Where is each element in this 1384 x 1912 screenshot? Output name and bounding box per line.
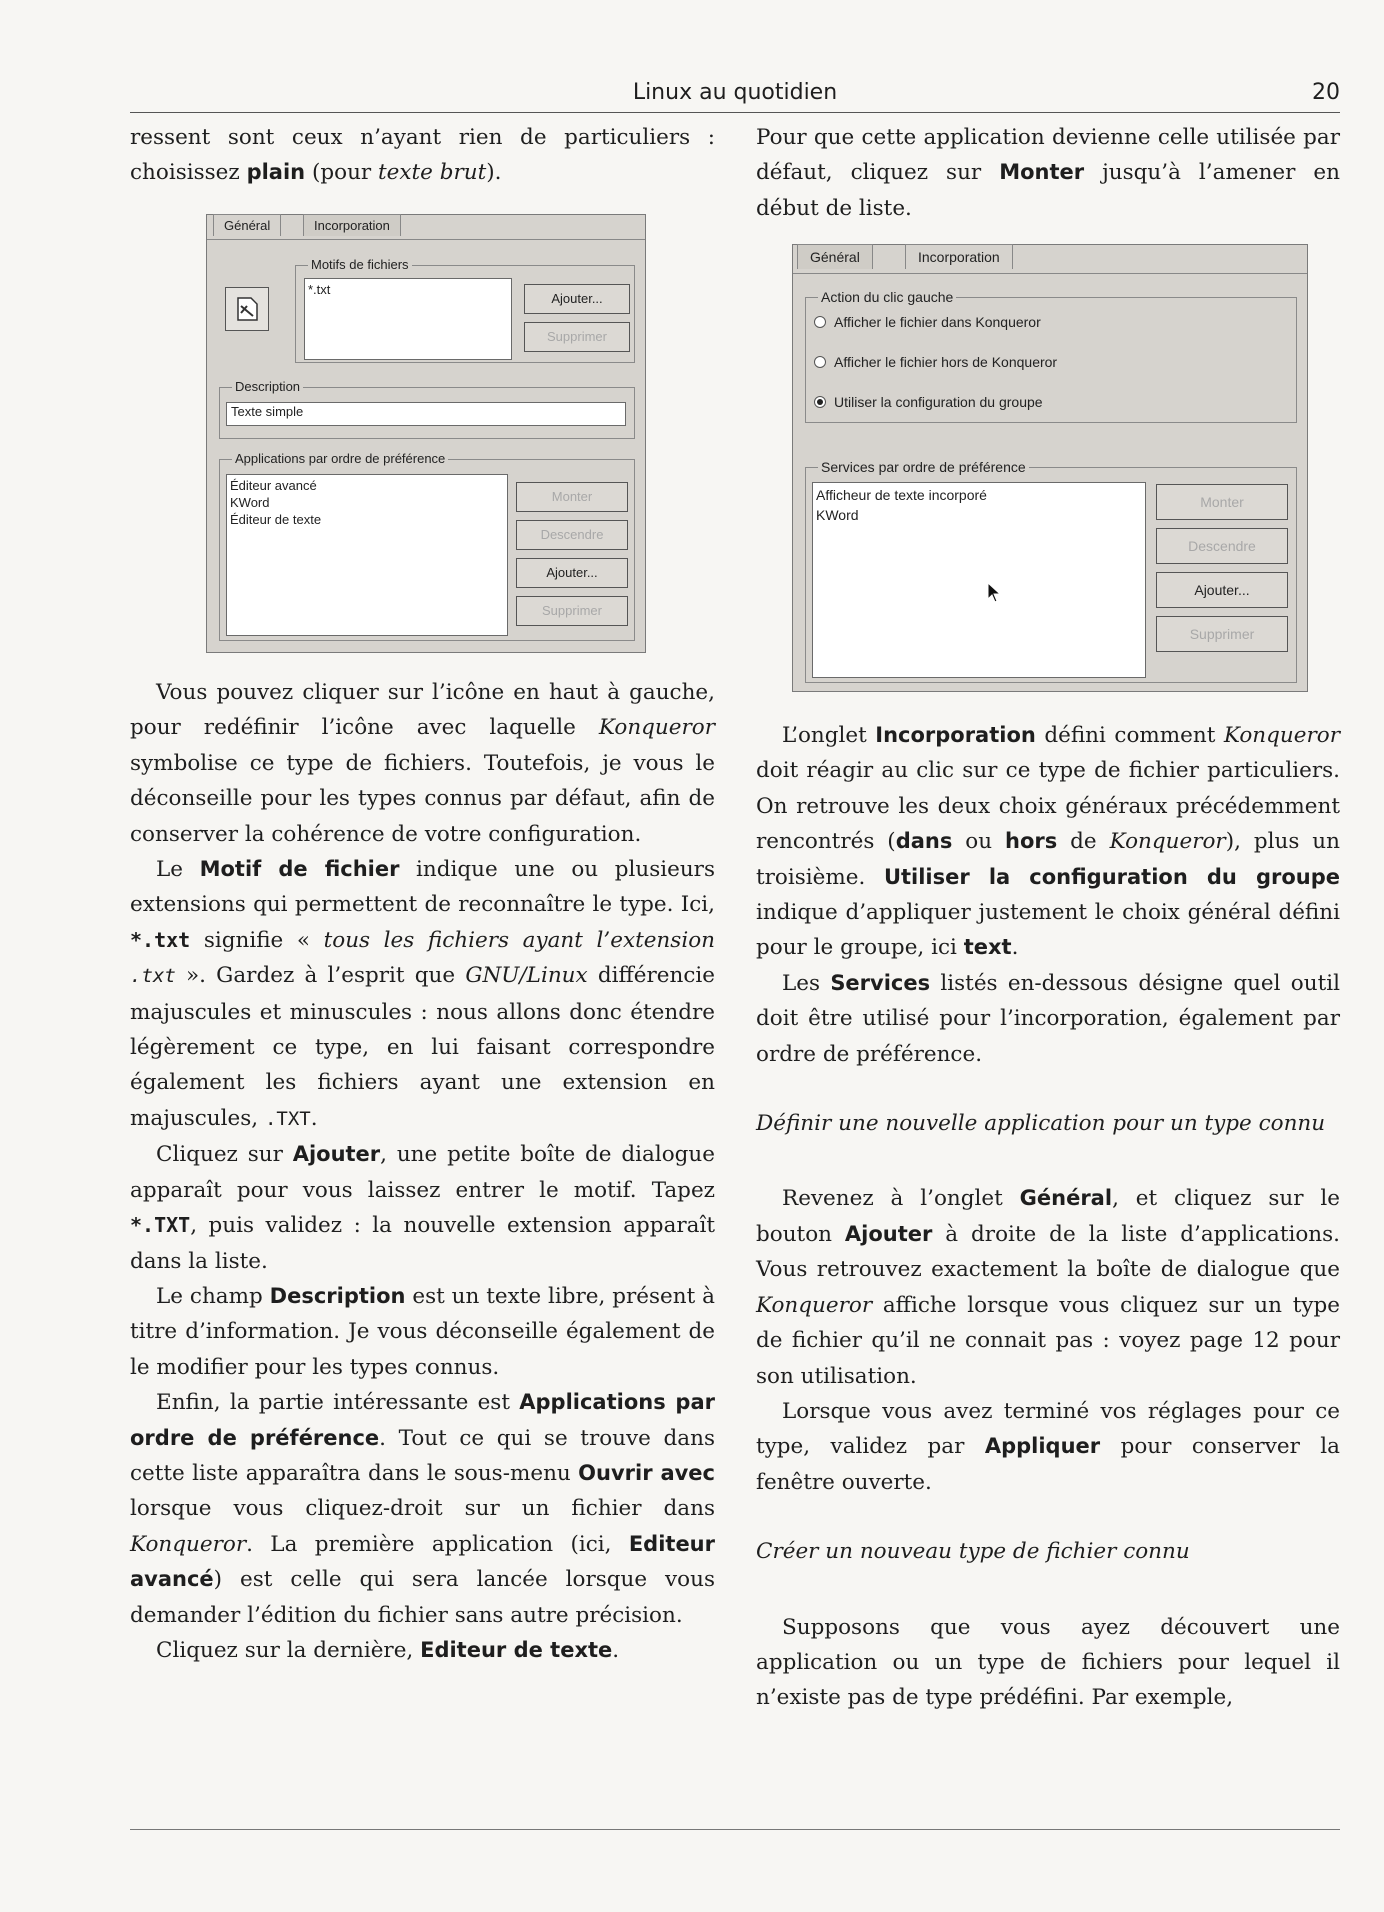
subsection-heading: Définir une nouvelle application pour un type connu <box>756 1111 1326 1137</box>
list-item[interactable]: KWord <box>230 495 270 510</box>
paragraph: Cliquez sur la dernière, Editeur de texte. <box>156 1637 620 1663</box>
file-patterns-title: Motifs de fichiers <box>308 257 412 272</box>
tab-general[interactable]: Général <box>213 214 281 236</box>
mouse-cursor-icon <box>986 582 1002 604</box>
paragraph: Lorsque vous avez terminé vos réglages pour ce type, validez par Appliquer pour conserver la fenêtre ouverte. <box>756 1398 1340 1495</box>
services-list[interactable] <box>812 482 1146 678</box>
tab-general[interactable]: Général <box>797 244 873 269</box>
radio-show-inside[interactable] <box>814 314 1041 330</box>
move-up-button[interactable]: Monter <box>1156 484 1288 520</box>
radio-label: Afficher le fichier hors de Konqueror <box>834 354 1058 370</box>
right-column-top <box>756 120 1340 226</box>
radio-icon <box>814 356 826 368</box>
file-type-icon-button[interactable] <box>225 287 269 331</box>
list-item[interactable]: Éditeur de texte <box>230 512 322 527</box>
paragraph: Vous pouvez cliquer sur l’icône en haut à gauche, pour redéfinir l’icône avec laquelle Konqueror symbolise ce type de fichiers. Toutefois, je vous le déconseille pour les types connus par défaut, afin de conserver la cohérence de votre configuration. <box>130 680 715 847</box>
description-group <box>219 379 635 439</box>
services-title: Services par ordre de préférence <box>818 459 1029 475</box>
list-item[interactable]: Éditeur avancé <box>230 478 317 493</box>
left-column-top <box>130 120 715 191</box>
add-application-button[interactable]: Ajouter... <box>516 558 628 588</box>
radio-label: Utiliser la configuration du groupe <box>834 394 1043 410</box>
pattern-item[interactable]: *.txt <box>308 282 331 297</box>
left-click-action-group <box>805 289 1297 423</box>
add-pattern-button[interactable]: Ajouter... <box>524 284 630 314</box>
paragraph: Les Services listés en-dessous désigne quel outil doit être utilisé pour l’incorporation, également par ordre de préférence. <box>756 970 1340 1067</box>
paragraph: L’onglet Incorporation défini comment Konqueror doit réagir au clic sur ce type de fichier particuliers. On retrouve les deux choix généraux précédemment rencontrés (dans ou hors de Konqueror), plus un troisième. Utiliser la configuration du groupe indique d’appliquer justement le choix général défini pour le groupe, ici text. <box>756 723 1341 961</box>
move-up-button[interactable]: Monter <box>516 482 628 512</box>
services-group <box>805 459 1297 683</box>
description-title: Description <box>232 379 303 394</box>
applications-title: Applications par ordre de préférence <box>232 451 448 466</box>
paragraph: Pour que cette application devienne celle utilisée par défaut, cliquez sur Monter jusqu’à l’amener en début de liste. <box>756 125 1340 221</box>
left-click-action-title: Action du clic gauche <box>818 289 956 305</box>
add-service-button[interactable]: Ajouter... <box>1156 572 1288 608</box>
description-field[interactable]: Texte simple <box>226 402 626 426</box>
paragraph: Revenez à l’onglet Général, et cliquez sur le bouton Ajouter à droite de la liste d’applications. Vous retrouvez exactement la boîte de dialogue que Konqueror affiche lorsque vous cliquez sur un type de fichier qu’il ne connait pas : voyez page 12 pour son utilisation. <box>756 1186 1340 1389</box>
running-header <box>130 80 1340 113</box>
applications-group <box>219 451 635 641</box>
tab-incorporation[interactable]: Incorporation <box>303 214 401 236</box>
file-patterns-list[interactable] <box>304 278 512 360</box>
move-down-button[interactable]: Descendre <box>516 520 628 550</box>
paragraph: Le champ Description est un texte libre, présent à titre d’information. Je vous déconseille également de le modifier pour les types connus. <box>130 1283 715 1380</box>
page-number: 20 <box>1312 80 1340 105</box>
subsection-heading: Créer un nouveau type de fichier connu <box>756 1539 1190 1565</box>
dialog-incorporation-screenshot <box>792 244 1308 692</box>
document-icon <box>233 295 261 323</box>
file-patterns-group <box>295 257 635 363</box>
remove-pattern-button[interactable]: Supprimer <box>524 322 630 352</box>
move-down-button[interactable]: Descendre <box>1156 528 1288 564</box>
right-column-body <box>756 718 1340 1716</box>
paragraph: Supposons que vous ayez découvert une application ou un type de fichiers pour lequel il n’existe pas de type prédéfini. Par exemple, <box>756 1614 1340 1711</box>
radio-selected-icon <box>814 396 826 408</box>
radio-use-group-config[interactable] <box>814 394 1043 410</box>
paragraph: Cliquez sur Ajouter, une petite boîte de dialogue apparaît pour vous laissez entrer le motif. Tapez *.TXT, puis validez : la nouvelle extension apparaît dans la liste. <box>130 1142 715 1274</box>
footer-rule <box>130 1829 1340 1830</box>
tab-incorporation[interactable]: Incorporation <box>905 244 1013 269</box>
radio-show-outside[interactable] <box>814 354 1057 370</box>
radio-icon <box>814 316 826 328</box>
dialog-general-screenshot <box>206 214 646 653</box>
header-title: Linux au quotidien <box>632 80 838 105</box>
remove-application-button[interactable]: Supprimer <box>516 596 628 626</box>
radio-label: Afficher le fichier dans Konqueror <box>834 314 1041 330</box>
applications-list[interactable] <box>226 474 508 636</box>
paragraph: ressent sont ceux n’ayant rien de particuliers : choisissez plain (pour texte brut). <box>130 125 715 186</box>
list-item[interactable]: Afficheur de texte incorporé <box>816 487 987 503</box>
paragraph: Le Motif de fichier indique une ou plusieurs extensions qui permettent de reconnaître le type. Ici, *.txt signifie « tous les fichiers ayant l’extension .txt ». Gardez à l’esprit que GNU/Linux différencie majuscules et minuscules : nous allons donc étendre légèrement ce type, en lui faisant correspondre également les fichiers ayant une extension en majuscules, .TXT. <box>130 857 715 1131</box>
remove-service-button[interactable]: Supprimer <box>1156 616 1288 652</box>
paragraph: Enfin, la partie intéressante est Applications par ordre de préférence. Tout ce qui se trouve dans cette liste apparaîtra dans le sous-menu Ouvrir avec lorsque vous cliquez-droit sur un fichier dans Konqueror. La première application (ici, Editeur avancé) est celle qui sera lancée lorsque vous demander l’édition du fichier sans autre précision. <box>130 1390 716 1628</box>
list-item[interactable]: KWord <box>816 507 859 523</box>
left-column-body <box>130 675 715 1668</box>
